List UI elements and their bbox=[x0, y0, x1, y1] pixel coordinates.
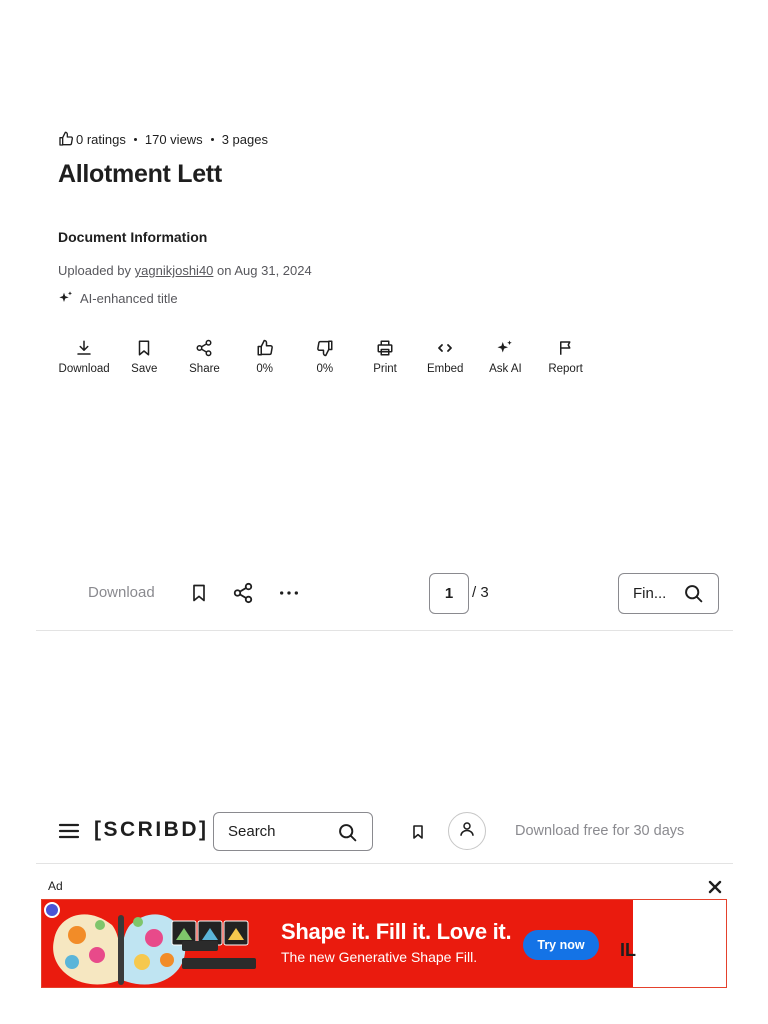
bookmark-icon bbox=[135, 338, 153, 358]
site-header bbox=[36, 803, 733, 864]
hamburger-menu-icon[interactable] bbox=[58, 822, 80, 845]
uploader-link[interactable]: yagnikjoshi40 bbox=[134, 263, 214, 278]
ad-subline: The new Generative Shape Fill. bbox=[281, 949, 478, 965]
upvote-action[interactable] bbox=[235, 338, 295, 375]
pages-count: 3 pages bbox=[221, 131, 268, 147]
ad-banner[interactable] bbox=[41, 899, 727, 988]
document-stats bbox=[58, 131, 268, 147]
thumbs-down-icon bbox=[316, 338, 334, 358]
download-action[interactable] bbox=[54, 338, 114, 375]
site-search-input[interactable] bbox=[213, 812, 373, 851]
ask-ai-action[interactable] bbox=[475, 338, 535, 375]
sparkle-icon bbox=[58, 290, 74, 306]
find-input[interactable] bbox=[618, 573, 719, 614]
document-title: Allotment Lett bbox=[58, 160, 222, 188]
bookmark-icon[interactable] bbox=[410, 823, 426, 846]
bookmark-icon[interactable] bbox=[189, 582, 209, 609]
scribd-logo[interactable]: [SCRIBD] bbox=[94, 818, 209, 841]
ad-headline: Shape it. Fill it. Love it. bbox=[281, 919, 512, 944]
ratings-count: 0 ratings bbox=[76, 131, 126, 147]
ai-enhanced-note bbox=[58, 290, 178, 306]
upvote-percent: 0% bbox=[256, 363, 273, 375]
butterfly-illustration-icon bbox=[42, 900, 272, 988]
user-avatar[interactable] bbox=[448, 812, 486, 850]
page-number-input[interactable]: 1 bbox=[429, 573, 469, 614]
separator-dot bbox=[211, 138, 214, 141]
views-count: 170 views bbox=[144, 131, 203, 147]
download-label: Download bbox=[58, 363, 110, 375]
close-icon[interactable] bbox=[707, 879, 723, 895]
search-icon[interactable] bbox=[683, 583, 704, 608]
user-icon bbox=[458, 820, 476, 843]
print-label: Print bbox=[373, 363, 397, 375]
separator-dot bbox=[134, 138, 137, 141]
ai-enhanced-label: AI-enhanced title bbox=[80, 290, 178, 306]
downvote-action[interactable] bbox=[295, 338, 355, 375]
find-placeholder: Fin... bbox=[633, 585, 667, 602]
more-options-icon[interactable] bbox=[278, 582, 300, 609]
page-total: / 3 bbox=[472, 584, 489, 601]
embed-icon bbox=[436, 338, 454, 358]
ad-partial-text: IL bbox=[620, 940, 636, 960]
save-label: Save bbox=[131, 363, 158, 375]
download-free-trial-link[interactable]: Download free for 30 days bbox=[515, 823, 685, 839]
embed-label: Embed bbox=[427, 363, 464, 375]
try-now-button[interactable]: Try now bbox=[523, 930, 599, 960]
reader-download-button[interactable]: Download bbox=[88, 584, 155, 601]
print-action[interactable] bbox=[355, 338, 415, 375]
flag-icon bbox=[557, 338, 575, 358]
reader-toolbar bbox=[36, 572, 733, 631]
share-label: Share bbox=[189, 363, 220, 375]
document-info-heading: Document Information bbox=[58, 229, 208, 245]
search-icon[interactable] bbox=[337, 822, 358, 847]
report-action[interactable] bbox=[536, 338, 596, 375]
save-action[interactable] bbox=[114, 338, 174, 375]
share-icon bbox=[195, 338, 213, 358]
sparkle-icon bbox=[496, 338, 514, 358]
search-placeholder: Search bbox=[228, 823, 276, 840]
document-actions bbox=[54, 338, 596, 375]
ask-ai-label: Ask AI bbox=[489, 363, 522, 375]
uploaded-prefix: Uploaded by bbox=[58, 263, 135, 278]
share-action[interactable] bbox=[174, 338, 234, 375]
ad-label: Ad bbox=[48, 879, 63, 893]
download-icon bbox=[75, 338, 93, 358]
share-icon[interactable] bbox=[232, 582, 254, 609]
thumbs-up-icon bbox=[256, 338, 274, 358]
ad-background bbox=[42, 900, 633, 988]
uploaded-date: on Aug 31, 2024 bbox=[213, 263, 312, 278]
embed-action[interactable] bbox=[415, 338, 475, 375]
report-label: Report bbox=[548, 363, 583, 375]
downvote-percent: 0% bbox=[316, 363, 334, 375]
print-icon bbox=[376, 338, 394, 358]
upload-info bbox=[58, 263, 312, 278]
thumbs-up-icon bbox=[58, 131, 74, 147]
